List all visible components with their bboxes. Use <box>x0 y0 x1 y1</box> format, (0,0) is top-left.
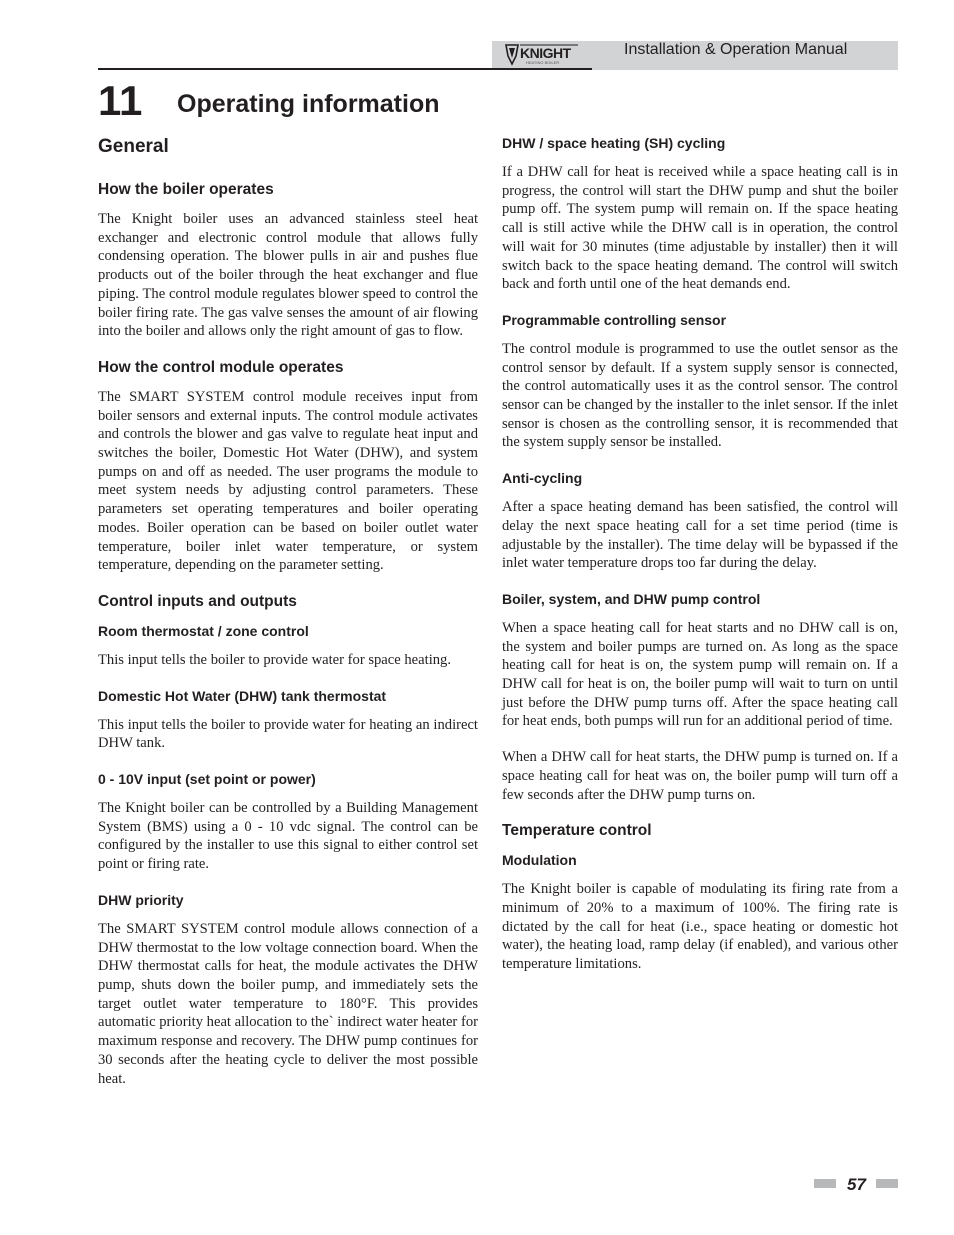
chapter-number: 11 <box>98 77 143 124</box>
dhw-tank-text: This input tells the boiler to provide water for heating an indirect DHW tank. <box>98 716 478 752</box>
room-thermostat-text: This input tells the boiler to provide water for space heating. <box>98 651 451 668</box>
right-column <box>502 134 898 991</box>
prog-sensor-text: The control module is programmed to use the outlet sensor as the control sensor by default. If a system supply sensor is connected, the control automatically uses it as the control sensor. The control sensor can be changed by the installer to the inlet sensor. If the inlet sensor is chosen as the controlling sensor, it is recommended that the system supply sensor be installed. <box>502 340 898 451</box>
dhw-priority-heading: DHW priority <box>98 891 184 908</box>
manual-title: Installation & Operation Manual <box>624 41 848 58</box>
logo-subtext: HEATING BOILER <box>526 60 560 65</box>
dhw-sh-cycling-heading: DHW / space heating (SH) cycling <box>502 135 726 151</box>
control-module-heading: How the control module operates <box>98 358 344 376</box>
boiler-operates-heading: How the boiler operates <box>98 181 274 198</box>
chapter-title: Operating information <box>177 90 440 118</box>
knight-logo <box>504 42 584 68</box>
temperature-control-heading: Temperature control <box>502 822 652 840</box>
left-column <box>98 134 478 1105</box>
header-rule <box>98 68 592 70</box>
control-module-text: The SMART SYSTEM control module receives input from boiler sensors and external inputs. The control module activates and controls the blower and gas valve to regulate heat input and switches the boiler, Domestic Hot Water (DHW), and system pumps on and off as needed. The user programs the module to meet system needs by adjusting control parameters. These parameters set operating temperatures and boiler operating modes. Boiler operation can be based on boiler outlet water temperature, boiler inlet water temperature, or system temperature, depending on the parameter setting. <box>98 388 478 574</box>
footer-bar-right <box>876 1179 898 1188</box>
footer-bar-left <box>814 1179 836 1188</box>
dhw-priority-text: The SMART SYSTEM control module allows connection of a DHW thermostat to the low voltage connection board. When the DHW thermostat calls for heat, the module activates the DHW pump, shuts down the boiler pump, and immediately sets the target outlet water temperature to 180°F. This provides automatic priority heat allocation to the` indirect water heater for maximum response and recovery. The DHW pump continues for 30 seconds after the heating cycle to deliver the most possible heat. <box>98 920 478 1087</box>
anti-cycling-text: After a space heating demand has been satisfied, the control will delay the next space heating call for a set time period (time is adjustable by the installer). The time delay will be bypassed if the inlet water temperature drops too far during the delay. <box>502 499 898 572</box>
pump-control-text-2: When a DHW call for heat starts, the DHW pump is turned on. If a space heating call for heat was on, the boiler pump will turn off a few seconds after the DHW pump turns on. <box>502 749 898 803</box>
input-0-10v-heading: 0 - 10V input (set point or power) <box>98 771 316 788</box>
anti-cycling-heading: Anti-cycling <box>502 470 583 487</box>
dhw-tank-heading: Domestic Hot Water (DHW) tank thermostat <box>98 687 387 704</box>
prog-sensor-heading: Programmable controlling sensor <box>502 311 727 328</box>
room-thermostat-heading: Room thermostat / zone control <box>98 622 309 639</box>
modulation-heading: Modulation <box>502 852 577 869</box>
modulation-text: The Knight boiler is capable of modulating its firing rate from a minimum of 20% to a maximum of 100%. The firing rate is dictated by the call for heat (i.e., space heating or domestic hot water), the heating load, ramp delay (if enabled), and various other temperature limitations. <box>502 881 898 973</box>
pump-control-text-1: When a space heating call for heat starts and no DHW call is on, the system and boiler pumps are turned on. As long as the space heating call for heat is on, the system pump will remain on. If a DHW call for heat is on, the boiler pump will wait to turn on until just before the DHW pump turns off. After the space heating call for heat ends, both pumps will run for an additional period of time. <box>502 619 898 730</box>
pump-control-heading: Boiler, system, and DHW pump control <box>502 590 761 607</box>
boiler-operates-text: The Knight boiler uses an advanced stainless steel heat exchanger and electronic control module that allows fully condensing operation. The blower pulls in air and pushes flue products out of the boiler through the heat exchanger and flue piping. The control module regulates blower speed to control the boiler firing rate. The gas valve senses the amount of air flowing into the boiler and allows only the right amount of gas to flow. <box>98 211 478 340</box>
input-0-10v-text: The Knight boiler can be controlled by a Building Management System (BMS) using a 0 - 10 vdc signal. The control can be configured by the installer to use this signal to either control set point or firing rate. <box>98 800 478 873</box>
page-number: 57 <box>847 1175 866 1194</box>
logo-text: KNIGHT <box>520 45 571 61</box>
section-general-heading: General <box>98 136 169 157</box>
dhw-sh-cycling-text: If a DHW call for heat is received while a space heating call is in progress, the control will start the DHW pump and shut the boiler pump off. The system pump will remain on. If the space heating call is still active while the DHW call is in operation, the control will wait for 30 minutes (time adjustable by installer) then it will switch back to the space heating demand. The control will switch back and forth until one of the heat demands end. <box>502 164 898 293</box>
inputs-outputs-heading: Control inputs and outputs <box>98 592 297 610</box>
